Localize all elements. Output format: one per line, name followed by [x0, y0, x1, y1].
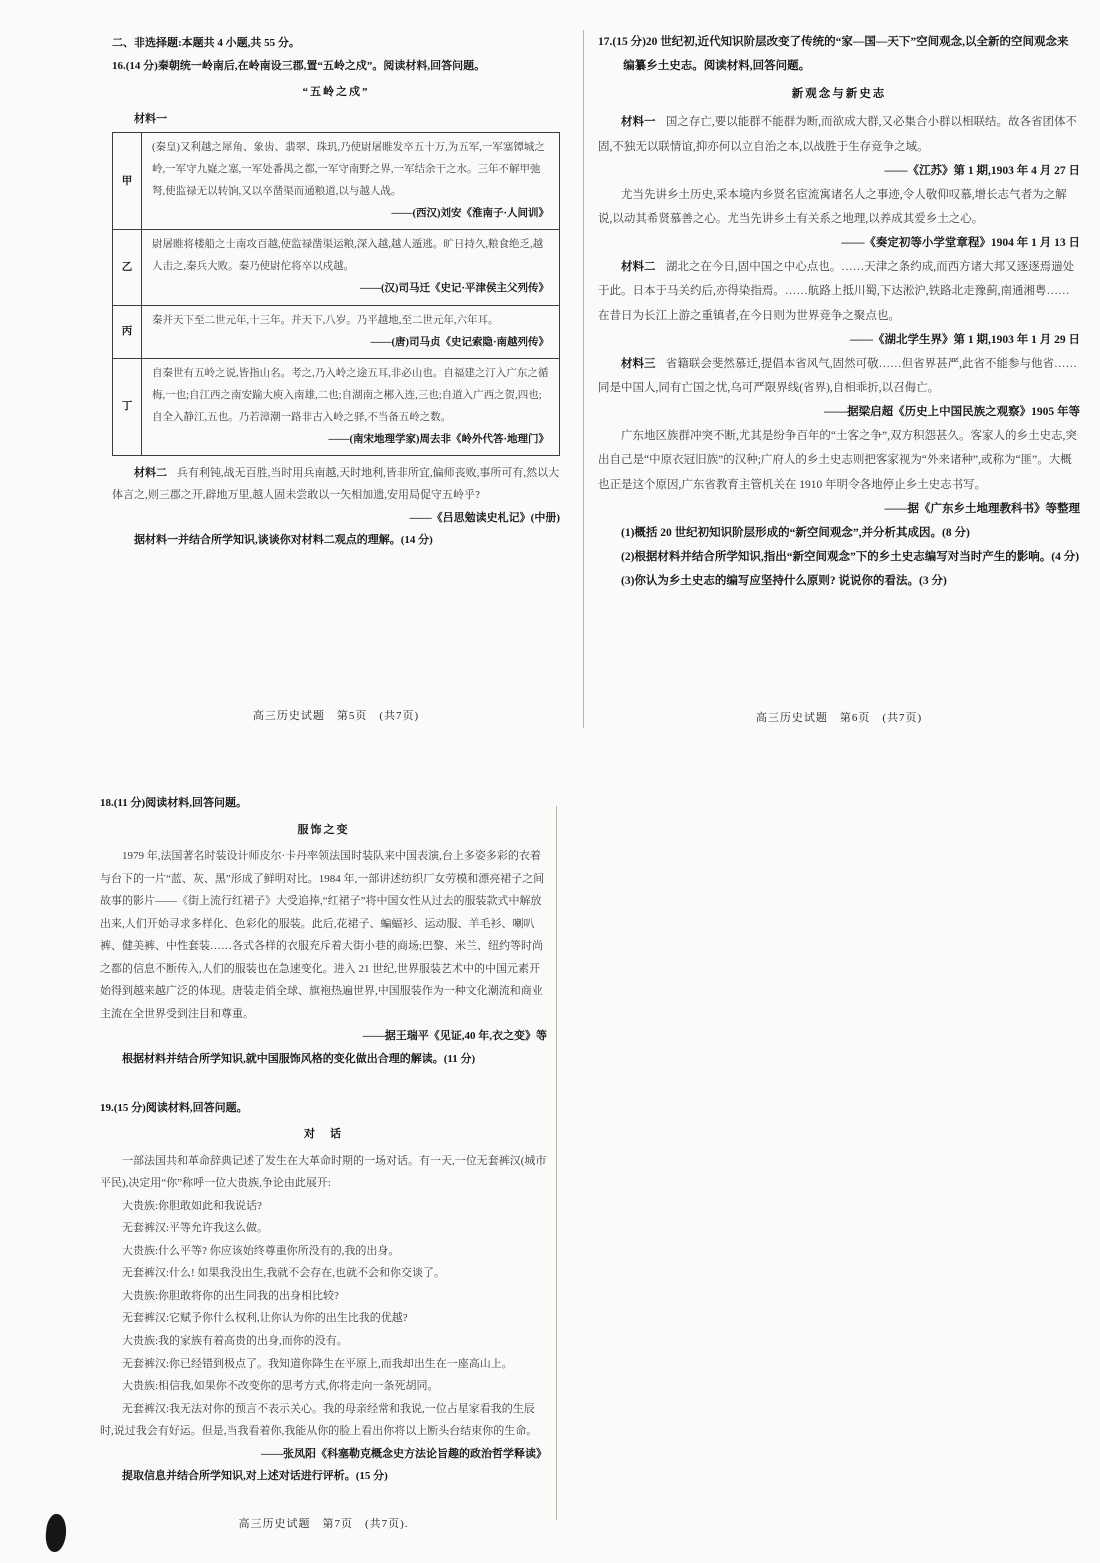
material-3-text: 省籍联会斐然慕迁,提倡本省风气,固然可敬……但省界甚严,此省不能参与他省……同是中国人,同有亡国之忧,乌可严限界线(省界),自相乖折,以召侮亡。: [598, 357, 1077, 394]
material-2-source: ——《吕思勉读史札记》(中册): [409, 511, 560, 524]
material-2-paragraph: 材料二 湖北之在今日,固中国之中心点也。……天津之条约成,而西方诸大邦又逐逐焉遄处于此。日本于马关约后,亦得染指焉。……航路上抵川蜀,下达淞沪,铁路北走豫蓟,南通湘粤……在昔日为长江上游之重镇者,在今日则为世界竞争之聚点也。: [598, 261, 1075, 322]
row-source: ——(南宋地理学家)周去非《岭外代答·地理门》: [328, 433, 549, 445]
table-row: [113, 230, 560, 305]
question-18-title: 服饰之变: [297, 823, 350, 836]
material-1-label: 材料一: [134, 112, 167, 125]
page-divider: [556, 806, 557, 1520]
material-2-paragraph: 材料二 兵有利钝,战无百胜,当时用兵南越,天时地利,皆非所宜,偏师丧败,事所可有,然以大体言之,则三郡之开,辟地万里,越人固未尝敢以一矢相加遗,安用局促守五岭乎?: [112, 466, 560, 502]
page-7-footer: 高三历史试题 第7页 (共7页).: [238, 1518, 409, 1531]
material-1-paragraph: 材料一 国之存亡,要以能群不能群为断,而欲成大群,又必集合小群以相联结。故各省团体不固,不独无以联情谊,抑亦何以立自治之本,以战胜于生存竞争之域。: [598, 116, 1077, 153]
page-7-scan: [100, 792, 547, 1536]
dialogue-line: 大贵族:你胆敢如此和我说话?: [122, 1199, 262, 1212]
row-label: 丁: [113, 358, 142, 455]
question-18-material: 1979 年,法国著名时装设计师皮尔·卡丹率领法国时装队来中国表演,台上多姿多彩的衣着与台下的一片“蓝、灰、黑”形成了鲜明对比。1984 年,一部讲述纺织厂女劳模和漂亮裙子之间故事的影片——《街上流行红裙子》大受追捧,“红裙子”将中国女性从过去的服装款式中解放出来,人们开始寻求多样化、色彩化的服装。此后,花裙子、蝙蝠衫、运动服、羊毛衫、喇叭裤、健美裤、中性套装……各式各样的衣服充斥着大街小巷的商场;巴黎、米兰、纽约等时尚之都的信息不断传入,人们的服装也在急速变化。进入 21 世纪,世界服装艺术中的中国元素开始得到越来越广泛的体现。唐装走俏全球、旗袍热遍世界,中国服装作为一种文化潮流和商业主流在全世界受到注目和尊重。: [100, 850, 545, 1020]
question-18-source: ——据王瑞平《见证,40 年,衣之变》等: [362, 1030, 547, 1043]
material-1-table: [112, 132, 560, 456]
material-1-source-2: ——《奏定初等小学堂章程》1904 年 1 月 13 日: [841, 237, 1080, 250]
row-source: ——(唐)司马贞《史记索隐·南越列传》: [370, 336, 549, 348]
material-1-text: 国之存亡,要以能群不能群为断,而欲成大群,又必集合小群以相联结。故各省团体不固,不独无以联情谊,抑亦何以立自治之本,以战胜于生存竞争之域。: [598, 116, 1077, 153]
question-19-task: 提取信息并结合所学知识,对上述对话进行评析。(15 分): [122, 1470, 388, 1483]
question-17-title: 新观念与新史志: [791, 88, 887, 101]
page-6-scan: [598, 30, 1080, 730]
question-17-intro: 17.(15 分)20 世纪初,近代知识阶层改变了传统的“家—国—天下”空间观念,以全新的空间观念来编纂乡土史志。阅读材料,回答问题。: [598, 36, 1069, 73]
row-label: 甲: [113, 133, 142, 230]
question-19-title: 对 话: [304, 1128, 343, 1141]
material-2-text: 湖北之在今日,固中国之中心点也。……天津之条约成,而西方诸大邦又逐逐焉遄处于此。日本于马关约后,亦得染指焉。……航路上抵川蜀,下达淞沪,铁路北走豫蓟,南通湘粤……在昔日为长江上游之重镇者,在今日则为世界竞争之聚点也。: [598, 261, 1075, 322]
material-2-source: ——《湖北学生界》第 1 期,1903 年 1 月 29 日: [850, 333, 1080, 346]
material-1-source: ——《江苏》第 1 期,1903 年 4 月 27 日: [884, 164, 1080, 177]
material-3-source: ——据梁启超《历史上中国民族之观察》1905 年等: [824, 406, 1080, 419]
question-19-lead: 一部法国共和革命辞典记述了发生在大革命时期的一场对话。有一天,一位无套裤汉(城市平民),决定用“你”称呼一位大贵族,争论由此展开:: [100, 1154, 547, 1190]
question-16-task: 据材料一并结合所学知识,谈谈你对材料二观点的理解。(14 分): [134, 534, 433, 547]
question-18-intro: 18.(11 分)阅读材料,回答问题。: [100, 797, 247, 809]
row-text: 自秦世有五岭之说,皆指山名。考之,乃入岭之途五耳,非必山也。自福建之汀入广东之循梅,一也;自江西之南安踰大庾入南雄,二也;自湖南之郴入连,三也;自道入广西之贺,四也;自全入静江,五也。乃若漳潮一路非古入岭之驿,不当备五岭之数。: [152, 367, 549, 423]
row-source: ——(汉)司马迁《史记·平津侯主父列传》: [360, 283, 549, 295]
row-text: (秦皇)又利越之犀角、象齿、翡翠、珠玑,乃使尉屠睢发卒五十万,为五军,一军塞镡城之岭,一军守九嶷之塞,一军处番禺之都,一军守南野之界,一军结余干之水。三年不解甲弛弩,使监禄无以转饷,又以卒凿渠而通粮道,以与越人战。: [152, 142, 545, 198]
dialogue-line: 无套裤汉:我无法对你的预言不表示关心。我的母亲经常和我说,一位占星家看我的生辰时,说过我会有好运。但是,当我看着你,我能从你的脸上看出你将以上断头台结束你的生命。: [100, 1402, 538, 1438]
section-header: 二、非选择题:本题共 4 小题,共 55 分。: [112, 37, 300, 49]
material-3-paragraph: 材料三 省籍联会斐然慕迁,提倡本省风气,固然可敬……但省界甚严,此省不能参与他省……同是中国人,同有亡国之忧,乌可严限界线(省界),自相乖折,以召侮亡。: [598, 357, 1077, 394]
row-text: 尉屠睢将楼船之士南攻百越,使监禄凿渠运粮,深入越,越人遁逃。旷日持久,粮食绝乏,越人击之,秦兵大败。秦乃使尉佗将卒以戍越。: [152, 239, 544, 273]
page-divider: [583, 30, 584, 728]
question-17-sub-3: (3)你认为乡土史志的编写应坚持什么原则? 说说你的看法。(3 分): [621, 575, 947, 588]
dialogue-line: 无套裤汉:它赋予你什么权利,让你认为你的出生比我的优越?: [122, 1312, 408, 1325]
material-3-source-2: ——据《广东乡土地理教科书》等整理: [884, 502, 1080, 515]
page-5-scan: [112, 32, 560, 728]
dialogue-line: 无套裤汉:平等允许我这么做。: [122, 1222, 269, 1235]
row-source: ——(西汉)刘安《淮南子·人间训》: [391, 208, 549, 220]
scan-artifact: [44, 1513, 68, 1553]
dialogue-line: 大贵族:我的家族有着高贵的出身,而你的没有。: [122, 1335, 348, 1348]
material-2-text: 兵有利钝,战无百胜,当时用兵南越,天时地利,皆非所宜,偏师丧败,事所可有,然以大体言之,则三郡之开,辟地万里,越人固未尝敢以一矢相加遗,安用局促守五岭乎?: [112, 466, 560, 502]
question-16-intro: 16.(14 分)秦朝统一岭南后,在岭南设三郡,置“五岭之戍”。阅读材料,回答问题。: [112, 59, 486, 72]
material-1-text-2: 尤当先讲乡土历史,采本境内乡贤名宦流寓诸名人之事迹,令人敬仰叹慕,增长志气者为之解说,以动其希贤慕善之心。尤当先讲乡土有关系之地理,以养成其爱乡土之心。: [598, 188, 1067, 225]
dialogue-line: 无套裤汉:什么! 如果我没出生,我就不会存在,也就不会和你交谈了。: [122, 1267, 445, 1280]
question-19-intro: 19.(15 分)阅读材料,回答问题。: [100, 1101, 248, 1114]
table-row: [113, 305, 560, 358]
page-6-footer: 高三历史试题 第6页 (共7页): [755, 711, 923, 724]
question-16-title: “五岭之戍”: [302, 86, 370, 99]
row-label: 乙: [113, 230, 142, 305]
dialogue-line: 大贵族:什么平等? 你应该始终尊重你所没有的,我的出身。: [122, 1244, 400, 1257]
question-18-task: 根据材料并结合所学知识,就中国服饰风格的变化做出合理的解读。(11 分): [122, 1053, 476, 1066]
table-row: [113, 133, 560, 230]
table-row: [113, 358, 560, 455]
question-19-source: ——张凤阳《科塞勒克概念史方法论旨趣的政治哲学释读》: [261, 1447, 547, 1460]
material-3-text-2: 广东地区族群冲突不断,尤其是纷争百年的“土客之争”,双方积怨甚久。客家人的乡土史志,突出自己是“中原衣冠旧族”的汉种;广府人的乡土史志则把客家视为“外来诸种”,或称为“匪”。大概也正是这个原因,广东省教育主管机关在 1910 年明令各地停止乡土史志书写。: [598, 430, 1077, 491]
row-text: 秦并天下至二世元年,十三年。并天下,八岁。乃平越地,至二世元年,六年耳。: [152, 314, 499, 326]
dialogue-line: 大贵族:你胆敢将你的出生同我的出身相比较?: [122, 1289, 339, 1302]
question-17-sub-1: (1)概括 20 世纪初知识阶层形成的“新空间观念”,并分析其成因。(8 分): [621, 526, 970, 539]
dialogue-line: 大贵族:相信我,如果你不改变你的思考方式,你将走向一条死胡同。: [122, 1380, 439, 1393]
dialogue-line: 无套裤汉:你已经错到极点了。我知道你降生在平原上,而我却出生在一座高山上。: [122, 1357, 513, 1370]
question-17-sub-2: (2)根据材料并结合所学知识,指出“新空间观念”下的乡土史志编写对当时产生的影响。(4 分): [621, 550, 1080, 563]
page-5-footer: 高三历史试题 第5页 (共7页): [252, 710, 420, 723]
row-label: 丙: [113, 305, 142, 358]
